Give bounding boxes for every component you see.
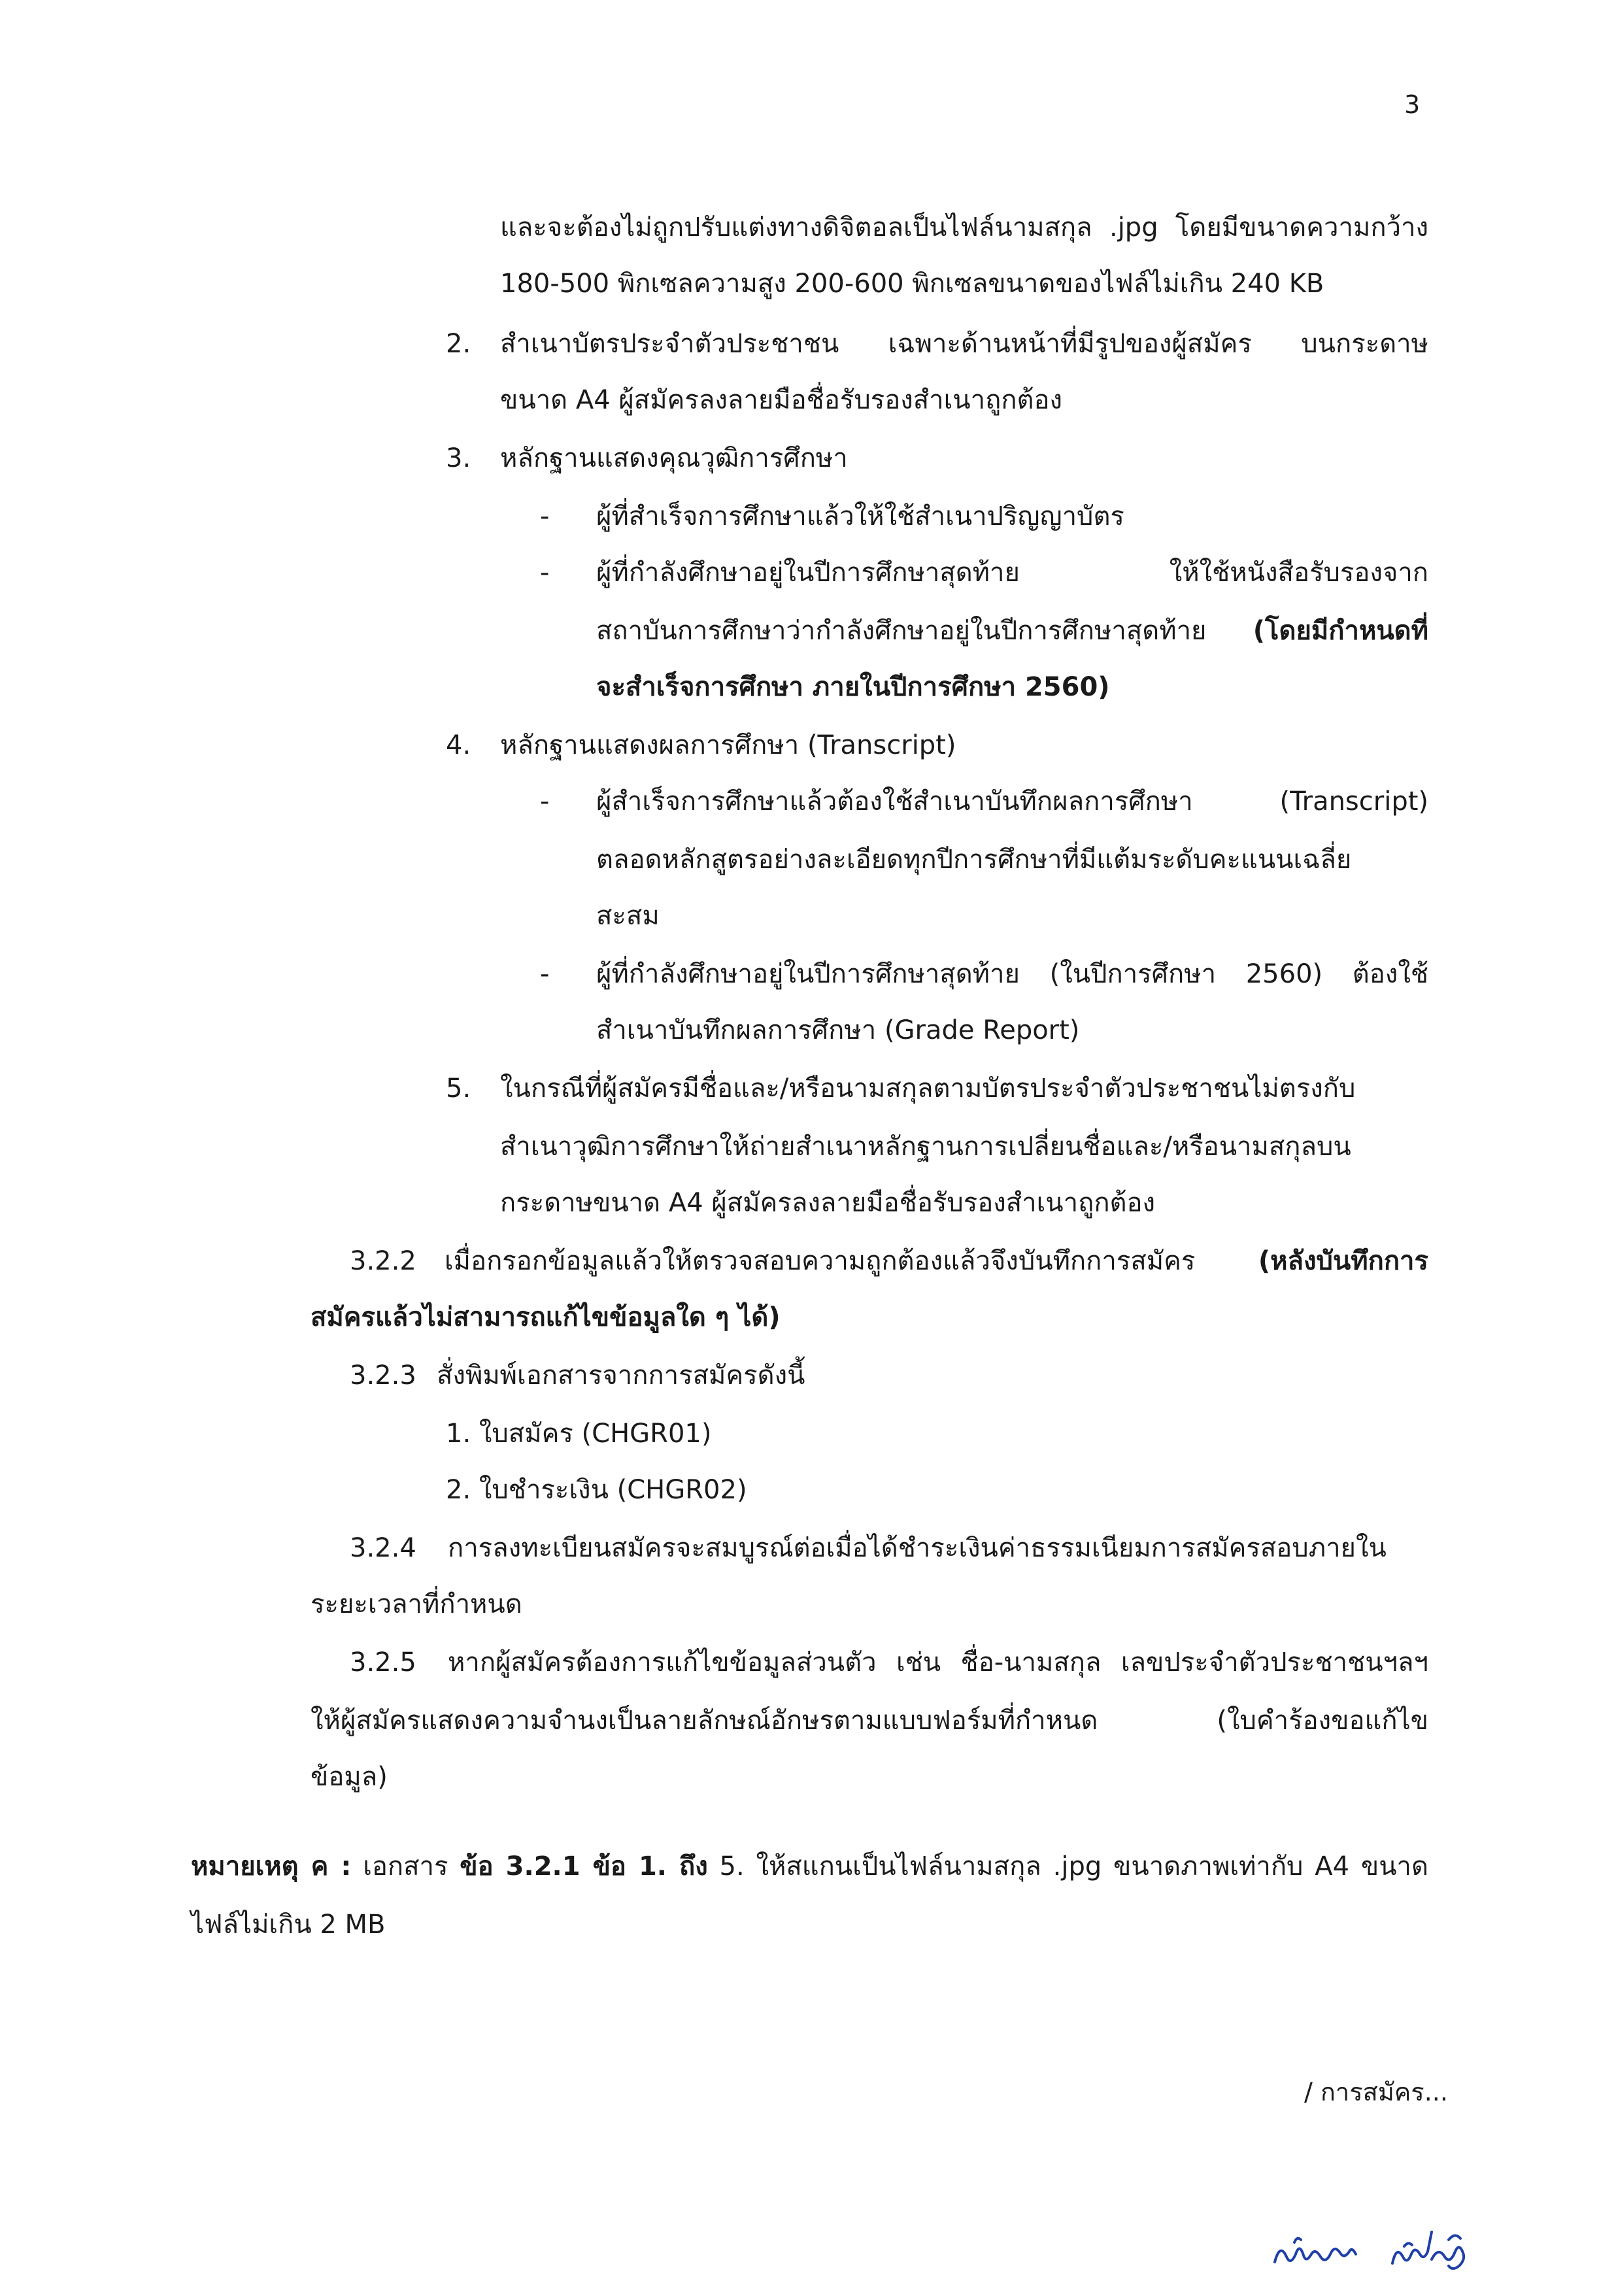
section-3-2-3-number: 3.2.3 <box>350 1360 416 1391</box>
item-4-bullet-1-line-1: ผู้สำเร็จการศึกษาแล้วต้องใช้สำเนาบันทึกผลการศึกษา (Transcript) <box>596 786 1428 817</box>
section-3-2-3-title: สั่งพิมพ์เอกสารจากการสมัครดังนี้ <box>437 1360 805 1391</box>
section-3-2-3-item-1: 1. ใบสมัคร (CHGR01) <box>446 1419 712 1449</box>
section-3-2-5-line-2: ให้ผู้สมัครแสดงความจำนงเป็นลายลักษณ์อักษรตามแบบฟอร์มที่กำหนด (ใบคำร้องขอแก้ไข <box>311 1706 1428 1736</box>
note-line-2: ไฟล์ไม่เกิน 2 MB <box>191 1910 386 1940</box>
section-3-2-4-line-2: ระยะเวลาที่กำหนด <box>311 1589 522 1619</box>
item-3-bullet-2-line-1: ผู้ที่กำลังศึกษาอยู่ในปีการศึกษาสุดท้าย ให้ใช้หนังสือรับรองจาก <box>596 558 1428 588</box>
handwritten-signature <box>1268 2216 1504 2288</box>
item-5-line-2: สำเนาวุฒิการศึกษาให้ถ่ายสำเนาหลักฐานการเปลี่ยนชื่อและ/หรือนามสกุลบน <box>500 1132 1351 1162</box>
item-3-bullet-2-dash: - <box>540 558 550 588</box>
section-3-2-2-number: 3.2.2 <box>350 1246 416 1276</box>
item-5-number: 5. <box>446 1073 471 1104</box>
item-4-title: หลักฐานแสดงผลการศึกษา (Transcript) <box>500 730 956 760</box>
item-3-bullet-2-normal: สถาบันการศึกษาว่ากำลังศึกษาอยู่ในปีการศึกษาสุดท้าย <box>596 616 1207 646</box>
section-3-2-2-line-2: สมัครแล้วไม่สามารถแก้ไขข้อมูลใด ๆ ได้) <box>311 1302 781 1332</box>
item-3-bullet-1-dash: - <box>540 501 550 532</box>
item-4-bullet-2-line-2: สำเนาบันทึกผลการศึกษา (Grade Report) <box>596 1015 1080 1045</box>
item-3-bullet-2-bold: (โดยมีกำหนดที่ <box>1253 616 1428 646</box>
note-line-1: หมายเหตุ ค : เอกสาร ข้อ 3.2.1 ข้อ 1. ถึง 5. ให้สแกนเป็นไฟล์นามสกุล .jpg ขนาดภาพเท่ากับ A4 ขนาด <box>191 1851 1428 1882</box>
item-4-bullet-1-line-3: สะสม <box>596 901 660 931</box>
intro-line-1: และจะต้องไม่ถูกปรับแต่งทางดิจิตอลเป็นไฟล์นามสกุล .jpg โดยมีขนาดความกว้าง <box>500 212 1428 243</box>
note-label: หมายเหตุ ค : <box>191 1851 352 1882</box>
item-4-bullet-2-dash: - <box>540 959 550 989</box>
item-2-line-1: สำเนาบัตรประจำตัวประชาชน เฉพาะด้านหน้าที่มีรูปของผู้สมัคร บนกระดาษ <box>500 329 1428 359</box>
page-number: 3 <box>1404 90 1421 119</box>
item-4-bullet-2-line-1: ผู้ที่กำลังศึกษาอยู่ในปีการศึกษาสุดท้าย (ในปีการศึกษา 2560) ต้องใช้ <box>596 959 1428 989</box>
item-4-bullet-1-line-2: ตลอดหลักสูตรอย่างละเอียดทุกปีการศึกษาที่มีแต้มระดับคะแนนเฉลี่ย <box>596 845 1352 875</box>
section-3-2-4-number: 3.2.4 <box>350 1533 416 1563</box>
section-3-2-5-line-3: ข้อมูล) <box>311 1762 388 1792</box>
section-3-2-3-item-2: 2. ใบชำระเงิน (CHGR02) <box>446 1475 747 1505</box>
section-3-2-5-line-1: หากผู้สมัครต้องการแก้ไขข้อมูลส่วนตัว เช่น ชื่อ-นามสกุล เลขประจำตัวประชาชนฯลฯ <box>448 1647 1428 1678</box>
item-3-bullet-2-line-3: จะสำเร็จการศึกษา ภายในปีการศึกษา 2560) <box>596 672 1110 702</box>
item-3-title: หลักฐานแสดงคุณวุฒิการศึกษา <box>500 443 848 473</box>
section-3-2-2-line-1: เมื่อกรอกข้อมูลแล้วให้ตรวจสอบความถูกต้องแล้วจึงบันทึกการสมัคร (หลังบันทึกการ <box>445 1246 1428 1276</box>
item-2-number: 2. <box>446 329 471 359</box>
item-3-bullet-1: ผู้ที่สำเร็จการศึกษาแล้วให้ใช้สำเนาปริญญาบัตร <box>596 501 1124 532</box>
section-3-2-5-number: 3.2.5 <box>350 1647 416 1678</box>
continuation-marker: / การสมัคร... <box>1304 2078 1448 2106</box>
item-5-line-1: ในกรณีที่ผู้สมัครมีชื่อและ/หรือนามสกุลตามบัตรประจำตัวประชาชนไม่ตรงกับ <box>500 1073 1356 1104</box>
item-3-bullet-2-line-2 <box>596 611 1428 650</box>
item-2-line-2: ขนาด A4 ผู้สมัครลงลายมือชื่อรับรองสำเนาถูกต้อง <box>500 385 1063 415</box>
intro-line-2: 180-500 พิกเซลความสูง 200-600 พิกเซลขนาดของไฟล์ไม่เกิน 240 KB <box>500 269 1324 299</box>
item-5-line-3: กระดาษขนาด A4 ผู้สมัครลงลายมือชื่อรับรองสำเนาถูกต้อง <box>500 1188 1156 1218</box>
item-4-number: 4. <box>446 730 471 760</box>
item-4-bullet-1-dash: - <box>540 786 550 817</box>
item-3-number: 3. <box>446 443 471 473</box>
section-3-2-4-line-1: การลงทะเบียนสมัครจะสมบูรณ์ต่อเมื่อได้ชำระเงินค่าธรรมเนียมการสมัครสอบภายใน <box>448 1533 1387 1563</box>
